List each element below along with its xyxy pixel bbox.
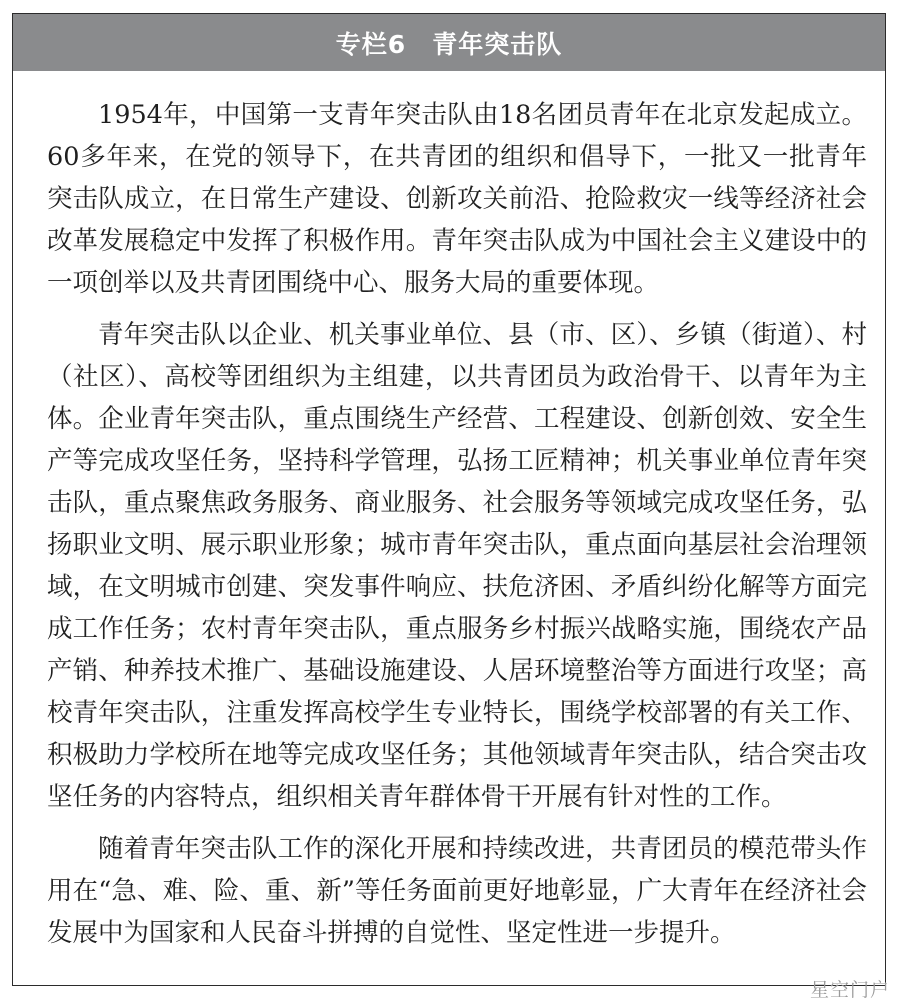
column-title: 青年突击队: [432, 29, 563, 59]
paragraph-organization: 青年突击队以企业、机关事业单位、县（市、区）、乡镇（街道）、村（社区）、高校等团组织为主组建，以共青团员为政治骨干、以青年为主体。企业青年突击队，重点围绕生产经营、工程建设、创新创效、安全生产等完成攻坚任务，坚持科学管理，弘扬工匠精神；机关事业单位青年突击队，重点聚焦政务服务、商业服务、社会服务等领域完成攻坚任务，弘扬职业文明、展示职业形象；城市青年突击队，重点面向基层社会治理领域，在文明城市创建、突发事件响应、扶危济困、矛盾纠纷化解等方面完成工作任务；农村青年突击队，重点服务乡村振兴战略实施，围绕农产品产销、种养技术推广、基础设施建设、人居环境整治等方面进行攻坚；高校青年突击队，注重发挥高校学生专业特长，围绕学校部署的有关工作、积极助力学校所在地等完成攻坚任务；其他领域青年突击队，结合突击攻坚任务的内容特点，组织相关青年群体骨干开展有针对性的工作。: [47, 320, 867, 812]
column-box: [12, 13, 886, 986]
paragraph-history: 1954年，中国第一支青年突击队由18名团员青年在北京发起成立。60多年来，在党的领导下，在共青团的组织和倡导下，一批又一批青年突击队成立，在日常生产建设、创新攻关前沿、抢险救灾一线等经济社会改革发展稳定中发挥了积极作用。青年突击队成为中国社会主义建设中的一项创举以及共青团围绕中心、服务大局的重要体现。: [47, 100, 867, 298]
watermark: 星空门户: [809, 979, 890, 1001]
column-body: [47, 94, 867, 964]
paragraph-outcome: 随着青年突击队工作的深化开展和持续改进，共青团员的模范带头作用在“急、难、险、重、新”等任务面前更好地彰显，广大青年在经济社会发展中为国家和人民奋斗拼搏的自觉性、坚定性进一步提升。: [47, 834, 867, 948]
column-label: 专栏6: [335, 29, 407, 59]
column-header: [13, 14, 885, 71]
